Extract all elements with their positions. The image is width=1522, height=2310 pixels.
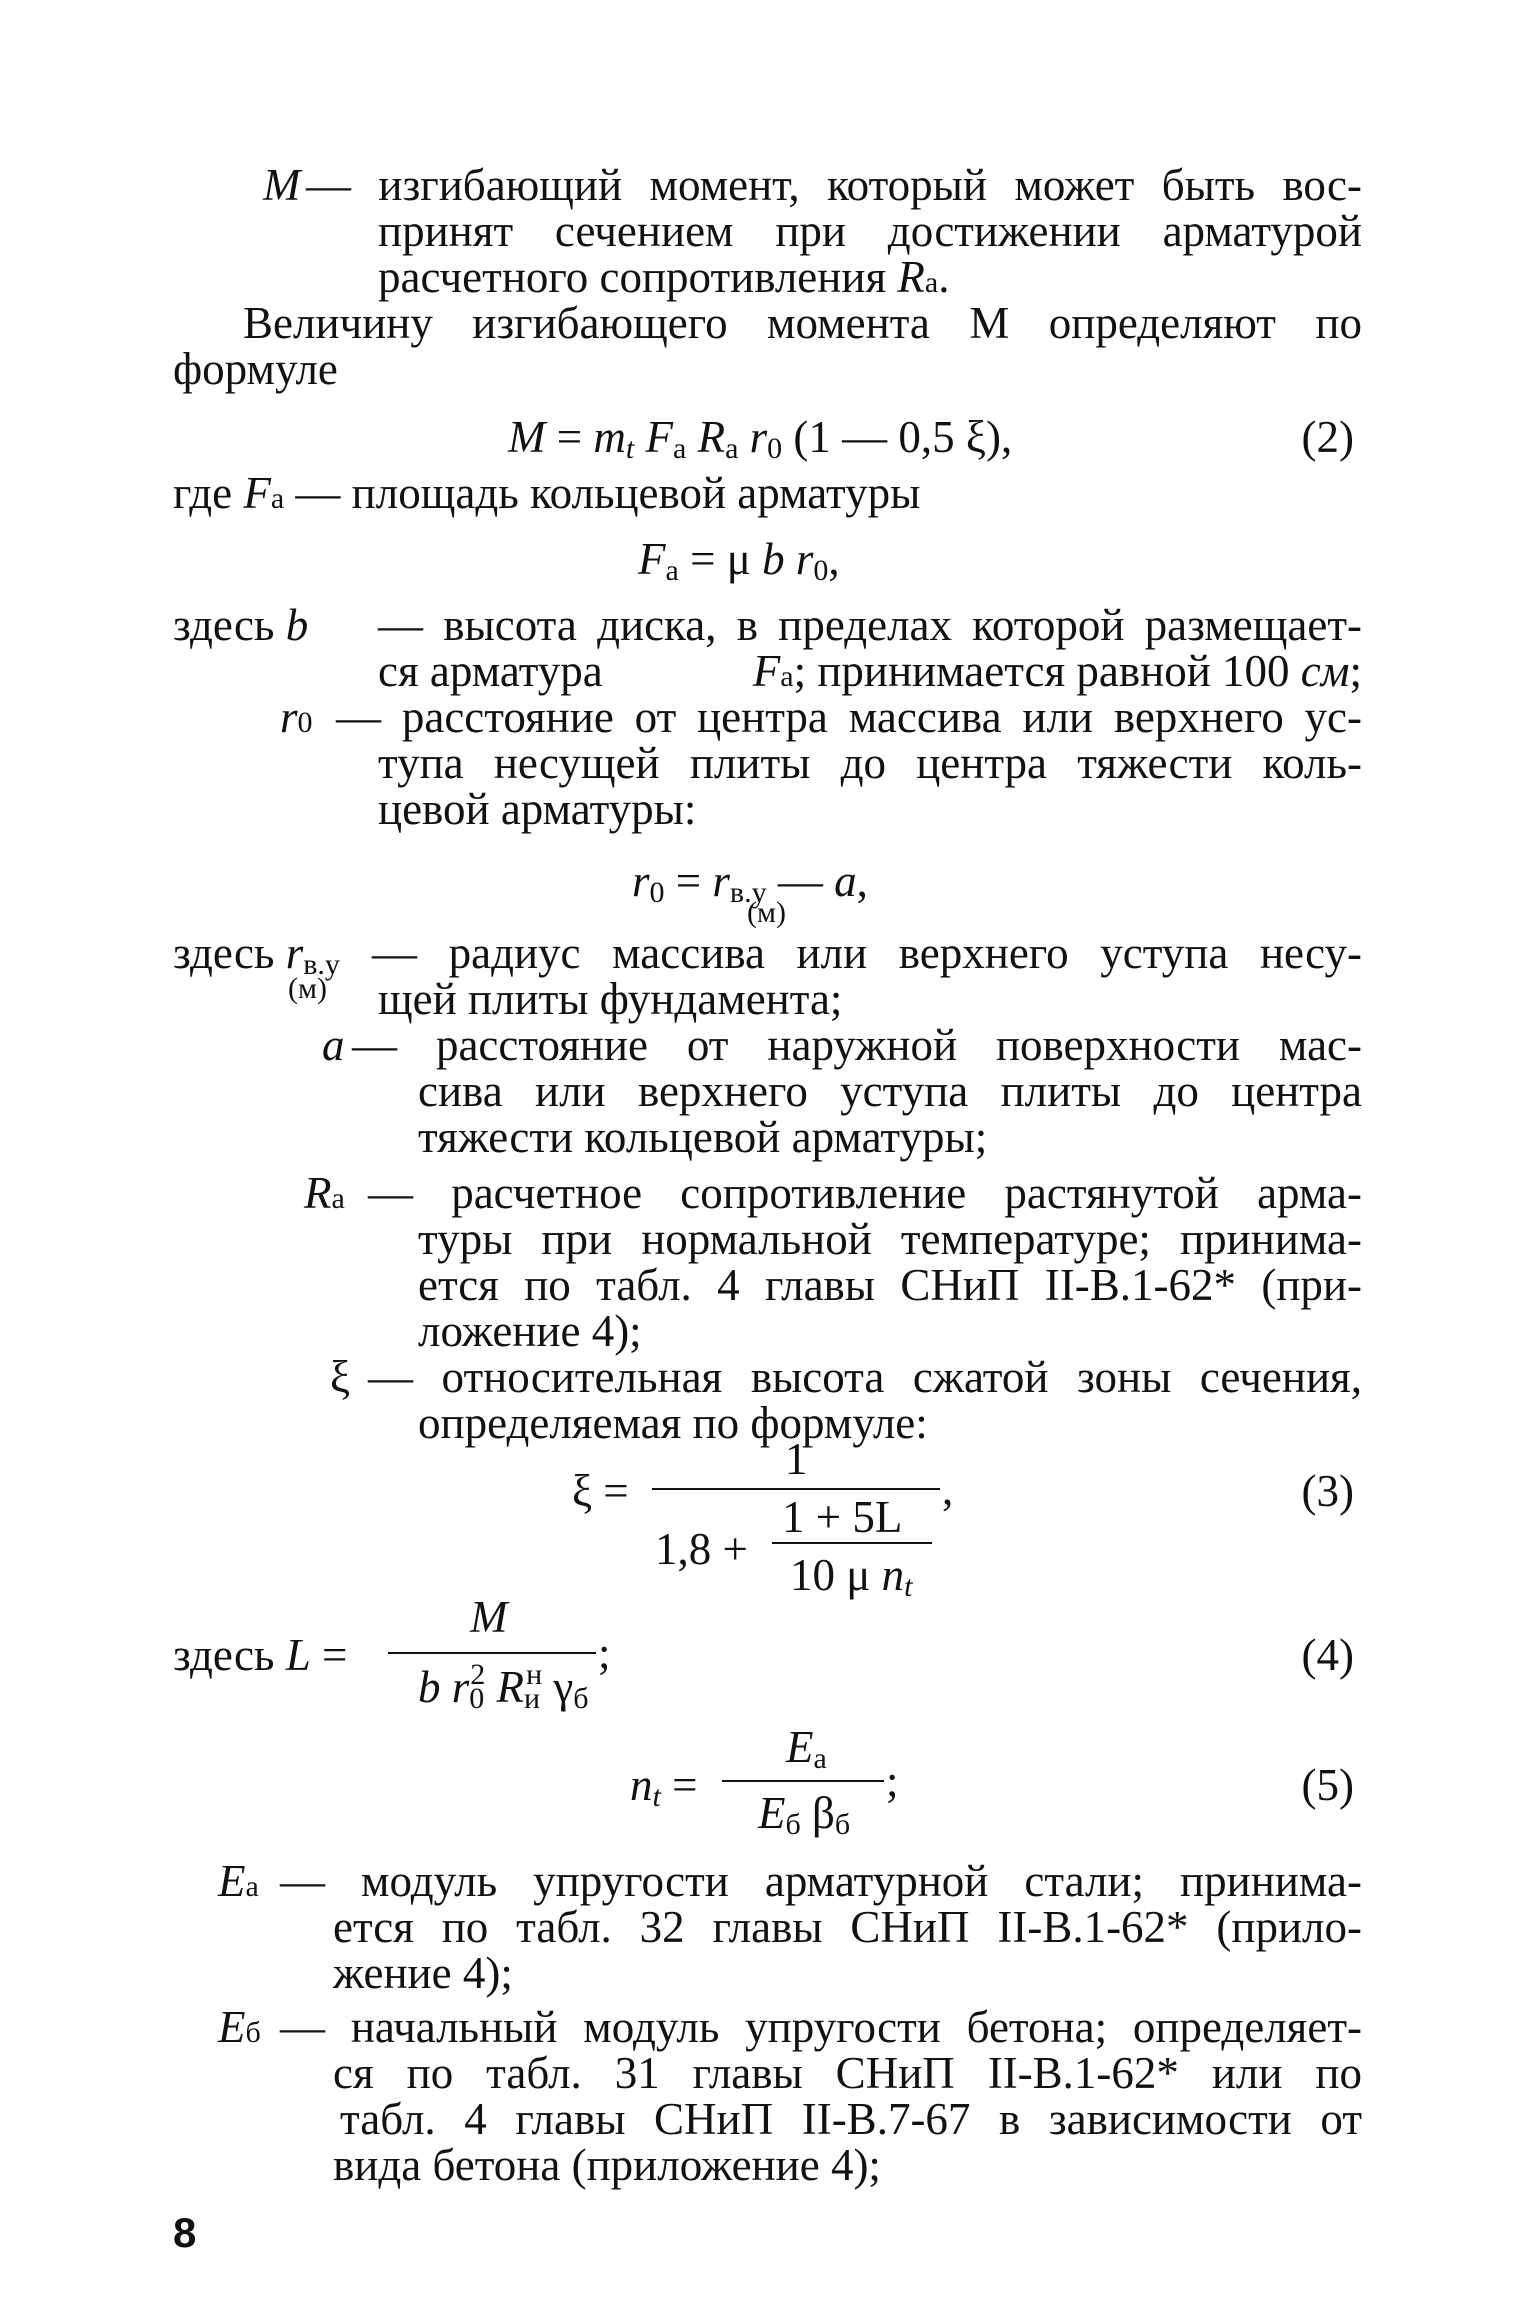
ra-def-line-1: — расчетное сопротивление растянутой арма-: [368, 1168, 1362, 1218]
a-def-line-3: тяжести кольцевой арматуры;: [418, 1112, 988, 1162]
symbol-ra: Rа: [304, 1168, 345, 1218]
equation-4-semicolon: ;: [598, 1628, 611, 1678]
symbol-ea: Eа: [218, 1856, 259, 1906]
paragraph-moment: Величину изгибающего момента M определяют по: [243, 298, 1362, 348]
equation-3-lhs: ξ =: [572, 1466, 629, 1516]
equation-4-numerator: M: [470, 1592, 508, 1642]
equation-5-numerator: $E_а$: [786, 1722, 827, 1775]
symbol-m: M: [263, 160, 301, 210]
equation-4-lhs: здесь L =: [173, 1630, 348, 1680]
symbol-r0: r0: [280, 692, 313, 742]
eb-def-line-1: — начальный модуль упругости бетона; определяет-: [280, 2002, 1362, 2052]
equation-5-denominator: $E_б$ $\beta_б$: [758, 1788, 851, 1841]
equation-3-main-bar: [652, 1488, 940, 1490]
rvu-def-line-2: щей плиты фундамента;: [378, 974, 843, 1024]
eb-def-line-4: вида бетона (приложение 4);: [333, 2140, 881, 2190]
r0-def-line-3: цевой арматуры:: [378, 784, 697, 834]
equation-4-number: (4): [1301, 1630, 1354, 1680]
paragraph-formula-word: формуле: [173, 344, 338, 394]
fa-def: где Fа — площадь кольцевой арматуры: [173, 468, 921, 518]
ea-def-line-2: ется по табл. 32 главы СНиП II-В.1-62* (прило-: [333, 1902, 1362, 1952]
ra-def-line-3: ется по табл. 4 главы СНиП II-В.1-62* (при-: [418, 1260, 1362, 1310]
equation-3-inner-numerator: 1 + 5L: [782, 1492, 903, 1542]
symbol-a: a: [322, 1020, 345, 1070]
eb-def-line-3: табл. 4 главы СНиП II-В.7-67 в зависимости от: [340, 2094, 1362, 2144]
page-number: 8: [173, 2209, 197, 2256]
m-def-line-3: расчетного сопротивления Rа.: [378, 252, 950, 302]
equation-3-numerator: 1: [785, 1434, 808, 1484]
equation-4-denominator: b $r_0^2$ $R_и^н$ $\gamma_б$: [418, 1658, 589, 1715]
a-def-line-2: сива или верхнего уступа плиты до центра: [418, 1066, 1362, 1116]
equation-2: $M = m_t$ $F_а$ $R_а$ $r_0$ (1 — 0,5 ξ),: [508, 412, 1013, 465]
b-def-line-1: — высота диска, в пределах которой размещает-: [378, 600, 1362, 650]
r0-def-line-2: тупа несущей плиты до центра тяжести коль-: [378, 738, 1362, 788]
b-def-lead: здесь b: [173, 600, 309, 650]
equation-5-number: (5): [1301, 1760, 1354, 1810]
equation-2-number: (2): [1301, 412, 1354, 462]
a-def-line-1: — расстояние от наружной поверхности мас-: [352, 1020, 1362, 1070]
equation-5-lhs: $n_t$ =: [630, 1760, 698, 1813]
rvu-def-lead: здесь $r_{в.у}$: [173, 928, 340, 981]
xi-def-line-1: — относительная высота сжатой зоны сечения,: [368, 1352, 1362, 1402]
rvu-def-sub: (м): [288, 972, 327, 1005]
equation-3-inner-denominator: 10 μ $n_t$: [790, 1550, 913, 1603]
xi-def-line-2: определяемая по формуле:: [418, 1398, 928, 1448]
equation-5-semicolon: ;: [886, 1756, 899, 1806]
equation-r0-sub: (м): [747, 896, 786, 929]
equation-3-comma: ,: [942, 1464, 954, 1514]
ra-def-line-4: ложение 4);: [418, 1306, 642, 1356]
m-def-line-2: принят сечением при достижении арматурой: [378, 206, 1362, 256]
equation-3-inner-bar: [772, 1542, 932, 1544]
symbol-eb: Eб: [218, 2002, 261, 2052]
r0-def-line-1: — расстояние от центра массива или верхнего ус-: [336, 692, 1362, 742]
b-def-line-2: ся арматура Fа; принимается равной 100 см;: [378, 646, 1362, 696]
equation-3-c18: 1,8 +: [655, 1524, 748, 1574]
equation-r0: $r_0 = r_{в.у}$ — a,: [632, 856, 868, 909]
equation-4-bar: [388, 1652, 596, 1654]
ea-def-line-1: — модуль упругости арматурной стали; принима-: [280, 1856, 1362, 1906]
rvu-def-line-1: — радиус массива или верхнего уступа несу-: [372, 928, 1362, 978]
ra-def-line-2: туры при нормальной температуре; принима-: [418, 1214, 1362, 1264]
ea-def-line-3: жение 4);: [333, 1948, 513, 1998]
m-def-line-1: — изгибающий момент, который может быть вос-: [306, 160, 1362, 210]
eb-def-line-2: ся по табл. 31 главы СНиП II-В.1-62* или по: [333, 2048, 1362, 2098]
equation-5-bar: [722, 1780, 884, 1782]
equation-3-number: (3): [1301, 1466, 1354, 1516]
symbol-xi: ξ: [330, 1352, 351, 1402]
equation-fa: $F_а = \mu$ b $r_0$,: [638, 534, 840, 587]
